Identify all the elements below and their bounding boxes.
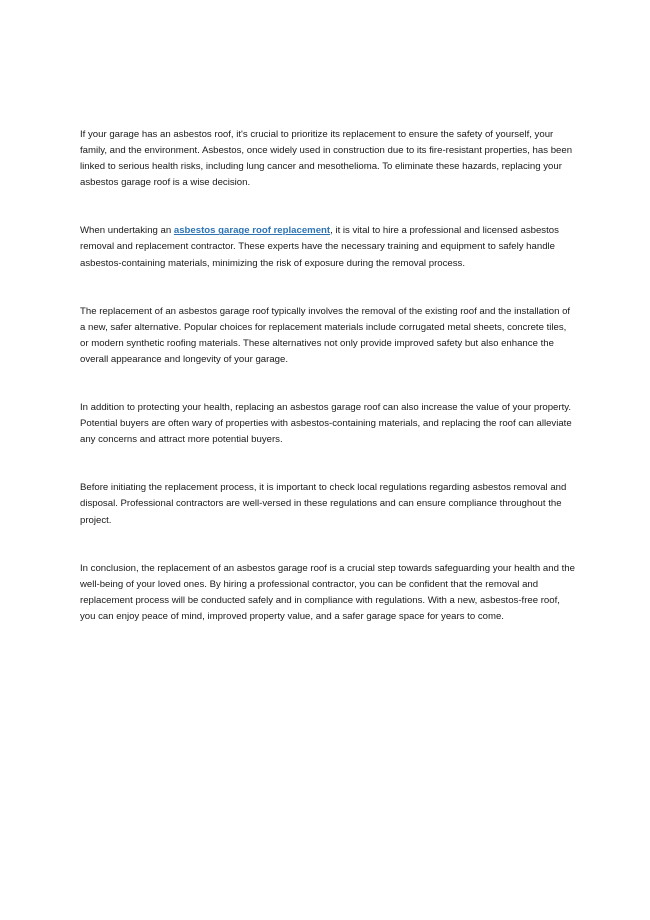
paragraph-contractor <box>80 223 575 271</box>
paragraph-contractor-rest: , it is vital to hire a professional and licensed asbestos removal and replacement contractor. These experts have the necessary training and equipment to safely handle asbestos-containing materials, minimizing the risk of exposure during the removal process. <box>80 225 559 269</box>
paragraph-materials: The replacement of an asbestos garage roof typically involves the removal of the existing roof and the installation of a new, safer alternative. Popular choices for replacement materials include corrugated metal sheets, concrete tiles, or modern synthetic roofing materials. These alternatives not only provide improved safety but also enhance the overall appearance and longevity of your garage. <box>80 305 571 365</box>
paragraph-conclusion: In conclusion, the replacement of an asbestos garage roof is a crucial step towards safeguarding your health and the well-being of your loved ones. By hiring a professional contractor, you can be confident that the removal and replacement process will be conducted safely and in compliance with regulations. With a new, asbestos-free roof, you can enjoy peace of mind, improved property value, and a safer garage space for years to come. <box>80 562 575 622</box>
document-body <box>80 127 575 625</box>
asbestos-garage-roof-replacement-link[interactable]: asbestos garage roof replacement <box>173 225 331 237</box>
paragraph-regulations: Before initiating the replacement process, it is important to check local regulations regarding asbestos removal and disposal. Professional contractors are well-versed in these regulations and can ensure compliance throughout the project. <box>80 482 567 526</box>
paragraph-contractor-lead: When undertaking an <box>80 225 174 237</box>
paragraph-intro: If your garage has an asbestos roof, it's crucial to prioritize its replacement to ensure the safety of yourself, your family, and the environment. Asbestos, once widely used in construction due to its fire-resistant properties, has been linked to serious health risks, including lung cancer and mesothelioma. To eliminate these hazards, replacing your asbestos garage roof is a wise decision. <box>80 129 573 189</box>
paragraph-property-value: In addition to protecting your health, replacing an asbestos garage roof can also increase the value of your property. Potential buyers are often wary of properties with asbestos-containing materials, and replacing the roof can alleviate any concerns and attract more potential buyers. <box>80 402 572 446</box>
